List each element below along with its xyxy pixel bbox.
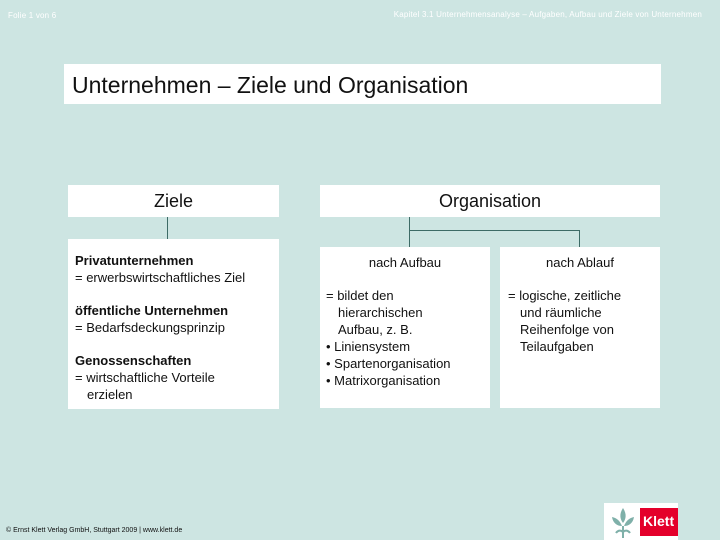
ziele-content-box — [68, 239, 279, 409]
aufbau-box — [320, 247, 490, 408]
bullet-item — [326, 372, 451, 389]
connector-line — [409, 230, 579, 231]
bullet-label: Spartenorganisation — [334, 356, 451, 371]
item-title: öffentliche Unternehmen — [75, 303, 229, 318]
klett-logo — [604, 503, 678, 540]
bullet-item — [326, 338, 451, 355]
aufbau-line: Aufbau, z. B. — [338, 322, 413, 337]
bullet-icon: • — [326, 339, 335, 354]
bullet-label: Matrixorganisation — [334, 373, 441, 388]
klett-logo-text: Klett — [643, 513, 675, 529]
aufbau-text — [326, 287, 451, 389]
ablauf-box — [500, 247, 660, 408]
bullet-label: Liniensystem — [334, 339, 411, 354]
ablauf-heading: nach Ablauf — [546, 255, 614, 270]
item-desc: = wirtschaftliche Vorteile — [75, 370, 215, 385]
item-desc: = Bedarfsdeckungsprinzip — [75, 320, 225, 335]
footer-copyright: © Ernst Klett Verlag GmbH, Stuttgart 2009 | www.klett.de — [6, 527, 183, 534]
ablauf-line: Reihenfolge von — [520, 322, 614, 337]
bullet-icon: • — [326, 356, 335, 371]
ziele-heading: Ziele — [153, 191, 193, 211]
title-box — [64, 64, 661, 104]
list-item — [75, 252, 245, 286]
ablauf-text — [508, 287, 621, 355]
item-title: Genossenschaften — [75, 353, 192, 368]
connector-line — [167, 217, 168, 239]
item-title: Privatunternehmen — [75, 253, 194, 268]
list-item — [75, 352, 215, 403]
chapter-label: Kapitel 3.1 Unternehmensanalyse – Aufgaben, Aufbau und Ziele von Unternehmen — [393, 10, 702, 19]
klett-logo-bg — [640, 508, 678, 536]
connector-line — [409, 217, 410, 247]
klett-flower-icon — [608, 505, 638, 539]
ziele-header-box — [68, 185, 279, 217]
item-desc: erzielen — [87, 387, 133, 402]
slide-title: Unternehmen – Ziele und Organisation — [72, 72, 469, 98]
page-indicator: Folie 1 von 6 — [8, 11, 57, 20]
aufbau-heading: nach Aufbau — [368, 255, 442, 270]
item-desc: = erwerbswirtschaftliches Ziel — [75, 270, 246, 285]
connector-line — [579, 230, 580, 247]
list-item — [75, 302, 228, 336]
ablauf-line: und räumliche — [520, 305, 602, 320]
bullet-icon: • — [326, 373, 335, 388]
ablauf-line: Teilaufgaben — [520, 339, 594, 354]
ablauf-line: = logische, zeitliche — [508, 288, 622, 303]
bullet-item — [326, 355, 451, 372]
organisation-header-box — [320, 185, 660, 217]
organisation-heading: Organisation — [438, 191, 542, 211]
aufbau-line: = bildet den — [326, 288, 394, 303]
aufbau-line: hierarchischen — [338, 305, 423, 320]
